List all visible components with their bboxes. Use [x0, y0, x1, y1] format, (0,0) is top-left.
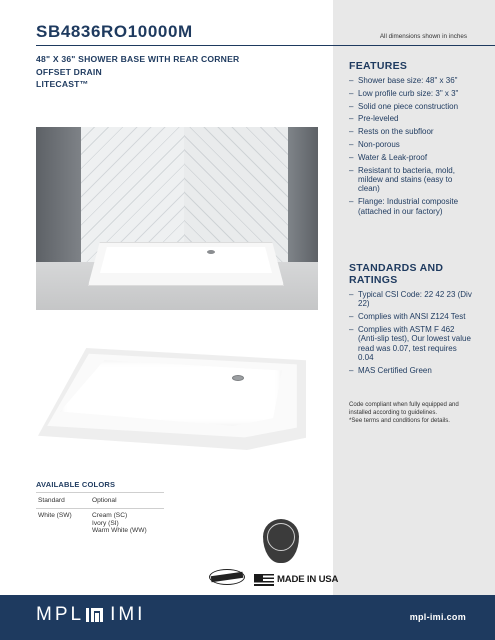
photo-shower-pan — [100, 247, 272, 273]
subtitle-line: 48" X 36" SHOWER BASE WITH REAR CORNER — [36, 54, 240, 64]
optional-colors — [90, 509, 164, 538]
feature-item: – Water & Leak-proof — [349, 153, 473, 162]
title-divider — [36, 45, 495, 46]
standards-list — [349, 290, 473, 379]
company-logo — [36, 605, 145, 625]
feature-item: – Solid one piece construction — [349, 102, 473, 111]
feature-item: – Resistant to bacteria, mold, mildew and stains (easy to clean) — [349, 166, 473, 194]
colors-table-header — [36, 493, 164, 509]
standards-heading: STANDARDS AND RATINGS — [349, 262, 444, 286]
product-sku: SB4836RO10000M — [36, 22, 193, 41]
subtitle-line: LITECAST™ — [36, 79, 89, 89]
base-drain — [232, 375, 244, 381]
compliance-note — [349, 401, 469, 425]
logo-bar — [86, 608, 89, 622]
logo-text-left: MPL — [36, 604, 85, 625]
photo-drain — [207, 250, 215, 254]
compliance-note-line: Code compliant when fully equipped and installed according to guidelines. — [349, 401, 459, 416]
col-optional: Optional — [90, 493, 164, 509]
logo-square — [91, 608, 103, 622]
features-list — [349, 76, 473, 219]
feature-item: – Rests on the subfloor — [349, 127, 473, 136]
installed-shower-photo — [36, 127, 318, 310]
us-flag-canton — [254, 574, 263, 581]
product-subtitle — [36, 53, 326, 91]
made-in-usa-text: MADE IN USA — [277, 574, 339, 585]
feature-item: – Shower base size: 48" x 36" — [349, 76, 473, 85]
logo-text-right: IMI — [110, 604, 146, 625]
dimensions-note: All dimensions shown in inches — [379, 33, 467, 40]
optional-color: Ivory (SI) — [92, 519, 119, 527]
badge-ring — [267, 523, 295, 551]
compliance-note-line: *See terms and conditions for details. — [349, 417, 450, 424]
standard-item: – Typical CSI Code: 22 42 23 (Div 22) — [349, 290, 473, 309]
subtitle-line: OFFSET DRAIN — [36, 66, 102, 77]
standard-item: – Complies with ANSI Z124 Test — [349, 312, 473, 321]
website-link[interactable]: mpl-imi.com — [409, 612, 466, 622]
col-standard: Standard — [36, 493, 90, 509]
feature-item: – Low profile curb size: 3" x 3" — [349, 89, 473, 98]
features-heading: FEATURES — [349, 60, 408, 72]
table-row — [36, 509, 164, 538]
optional-color: Warm White (WW) — [92, 527, 147, 535]
feature-item: – Non-porous — [349, 140, 473, 149]
standard-item: – MAS Certified Green — [349, 366, 473, 375]
shower-base-product-photo — [38, 348, 306, 450]
standard-item: – Complies with ASTM F 462 (Anti-slip test), Our lowest value read was 0.07, test requires 0.04 — [349, 325, 473, 363]
photo-tile-wall-right — [184, 127, 288, 262]
logo-mark-icon — [86, 608, 105, 622]
optional-color: Cream (SC) — [92, 512, 128, 519]
feature-item: – Flange: Industrial composite (attached in our factory) — [349, 197, 473, 216]
green-leaf-icon — [209, 567, 245, 587]
standard-color: White (SW) — [38, 512, 72, 519]
shield-badge-icon — [263, 519, 299, 563]
available-colors-heading: AVAILABLE COLORS — [36, 480, 116, 489]
feature-item: – Pre-leveled — [349, 114, 473, 123]
colors-table — [36, 492, 164, 538]
